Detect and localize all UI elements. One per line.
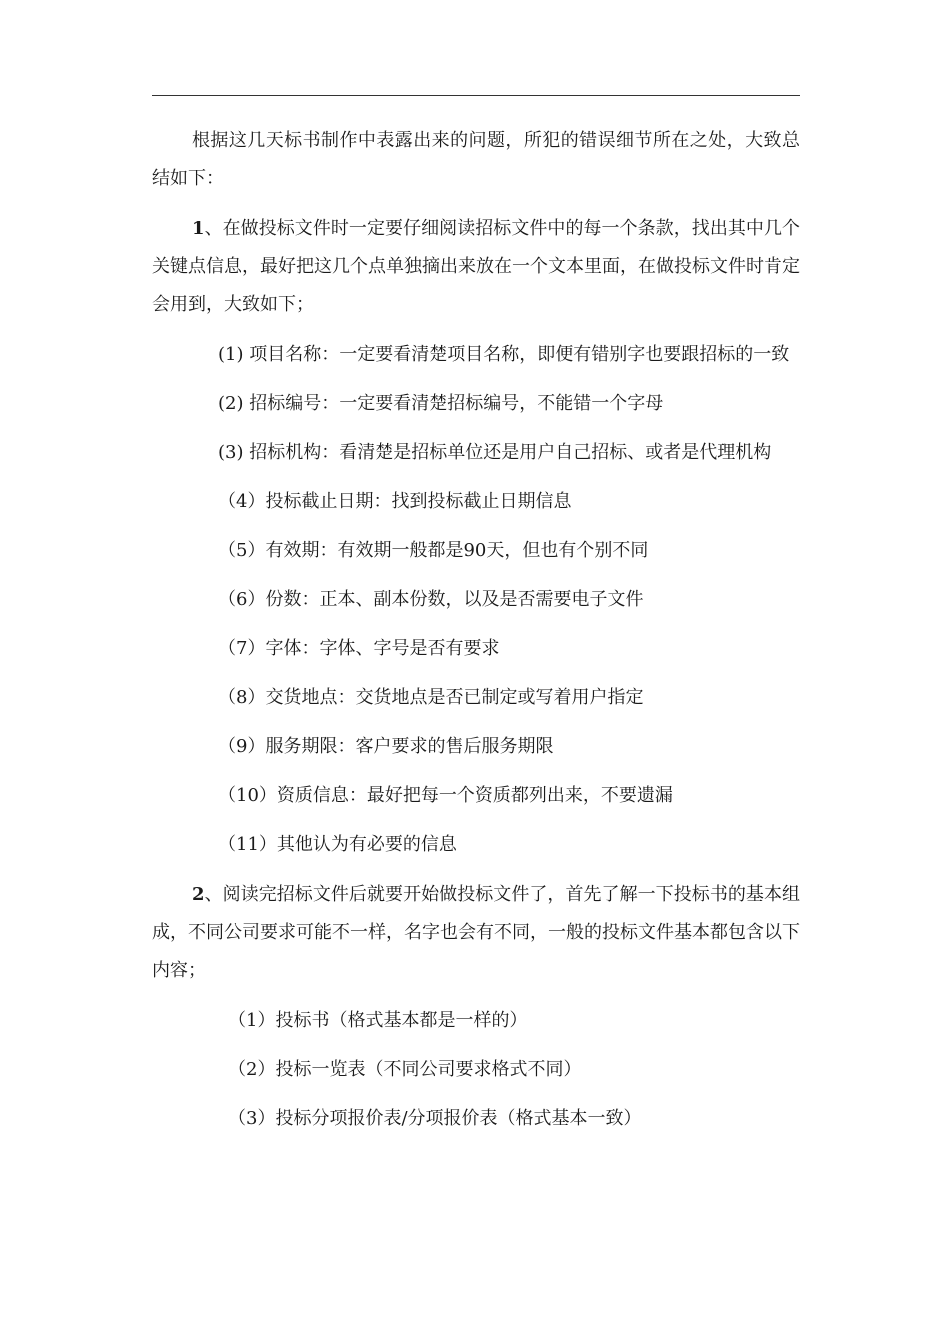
section-2-paragraph <box>152 876 800 990</box>
list-item: (1) 项目名称：一定要看清楚项目名称，即便有错别字也要跟招标的一致 <box>218 344 790 365</box>
list-item: (3) 招标机构：看清楚是招标单位还是用户自己招标、或者是代理机构 <box>218 442 772 463</box>
list-item: （3）投标分项报价表/分项报价表（格式基本一致） <box>228 1108 642 1129</box>
list-item: （4）投标截止日期：找到投标截止日期信息 <box>218 491 572 512</box>
list-item: （9）服务期限：客户要求的售后服务期限 <box>218 736 554 757</box>
header-rule <box>152 95 800 96</box>
document-body <box>152 122 800 1138</box>
list-item: （8）交货地点：交货地点是否已制定或写着用户指定 <box>218 687 644 708</box>
list-item: （5）有效期：有效期一般都是90天，但也有个别不同 <box>218 540 649 561</box>
section-1-number: 1 <box>192 218 205 239</box>
list-item: （6）份数：正本、副本份数，以及是否需要电子文件 <box>218 589 644 610</box>
section-1-text: 、在做投标文件时一定要仔细阅读招标文件中的每一个条款，找出其中几个关键点信息，最好把这几个点单独摘出来放在一个文本里面，在做投标文件时肯定会用到，大致如下； <box>152 218 800 315</box>
section-2-text: 、阅读完招标文件后就要开始做投标文件了，首先了解一下投标书的基本组成，不同公司要求可能不一样，名字也会有不同，一般的投标文件基本都包含以下内容； <box>152 884 800 981</box>
list-item: （2）投标一览表（不同公司要求格式不同） <box>228 1059 582 1080</box>
list-item: （11）其他认为有必要的信息 <box>218 834 457 855</box>
list-item: （1）投标书（格式基本都是一样的） <box>228 1010 528 1031</box>
section-2-number: 2 <box>192 884 205 905</box>
section-1-paragraph <box>152 210 800 324</box>
list-item: （7）字体：字体、字号是否有要求 <box>218 638 500 659</box>
list-item: （10）资质信息：最好把每一个资质都列出来，不要遗漏 <box>218 785 673 806</box>
intro-paragraph: 根据这几天标书制作中表露出来的问题，所犯的错误细节所在之处，大致总结如下： <box>152 130 800 189</box>
list-item: (2) 招标编号：一定要看清楚招标编号，不能错一个字母 <box>218 393 664 414</box>
